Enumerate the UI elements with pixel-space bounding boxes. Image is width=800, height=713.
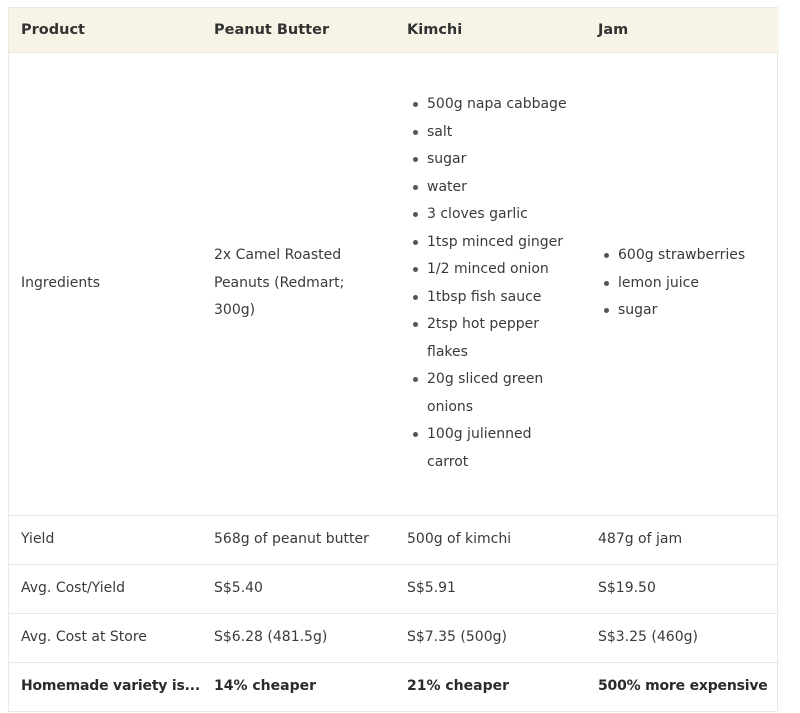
list-item: water [421, 174, 574, 202]
list-item: lemon juice [612, 270, 767, 298]
row-label-yield: Yield [9, 515, 202, 564]
row-label-avg-cost-yield: Avg. Cost/Yield [9, 564, 202, 613]
jam-avg-cost-store: S$3.25 (460g) [586, 613, 779, 662]
peanut-butter-yield: 568g of peanut butter [202, 515, 395, 564]
list-item: 2tsp hot pepper flakes [421, 311, 574, 366]
list-item: sugar [421, 146, 574, 174]
jam-ingredients-cell [586, 52, 779, 515]
kimchi-avg-cost-store: S$7.35 (500g) [395, 613, 586, 662]
peanut-butter-ingredients: 2x Camel Roasted Peanuts (Redmart; 300g) [202, 52, 395, 515]
table-row-avg-cost-yield [9, 564, 779, 613]
peanut-butter-summary: 14% cheaper [202, 662, 395, 711]
kimchi-ingredients-cell [395, 52, 586, 515]
comparison-table-container [8, 7, 778, 712]
row-label-ingredients: Ingredients [9, 52, 202, 515]
row-label-avg-cost-store: Avg. Cost at Store [9, 613, 202, 662]
table-body [9, 52, 779, 711]
header-peanut-butter: Peanut Butter [214, 21, 330, 38]
list-item: 20g sliced green onions [421, 366, 574, 421]
list-item: 500g napa cabbage [421, 91, 574, 119]
jam-summary: 500% more expensive [586, 662, 779, 711]
header-kimchi: Kimchi [407, 21, 463, 38]
table-header [9, 8, 779, 52]
list-item: salt [421, 119, 574, 147]
list-item: 1tbsp fish sauce [421, 284, 574, 312]
list-item: sugar [612, 297, 767, 325]
header-jam: Jam [598, 21, 629, 38]
jam-ingredients-list [598, 242, 767, 325]
header-row [9, 8, 779, 52]
peanut-butter-avg-cost-yield: S$5.40 [202, 564, 395, 613]
kimchi-ingredients-list [407, 91, 574, 476]
kimchi-summary: 21% cheaper [395, 662, 586, 711]
table-row-summary [9, 662, 779, 711]
kimchi-yield: 500g of kimchi [395, 515, 586, 564]
header-product: Product [21, 21, 85, 38]
list-item: 3 cloves garlic [421, 201, 574, 229]
jam-yield: 487g of jam [586, 515, 779, 564]
table-row-yield [9, 515, 779, 564]
peanut-butter-avg-cost-store: S$6.28 (481.5g) [202, 613, 395, 662]
table-row-avg-cost-store [9, 613, 779, 662]
list-item: 1tsp minced ginger [421, 229, 574, 257]
jam-avg-cost-yield: S$19.50 [586, 564, 779, 613]
row-label-summary: Homemade variety is... [9, 662, 202, 711]
table-row-ingredients [9, 52, 779, 515]
list-item: 1/2 minced onion [421, 256, 574, 284]
list-item: 600g strawberries [612, 242, 767, 270]
list-item: 100g julienned carrot [421, 421, 574, 476]
kimchi-avg-cost-yield: S$5.91 [395, 564, 586, 613]
homemade-vs-store-comparison-table [9, 8, 779, 711]
